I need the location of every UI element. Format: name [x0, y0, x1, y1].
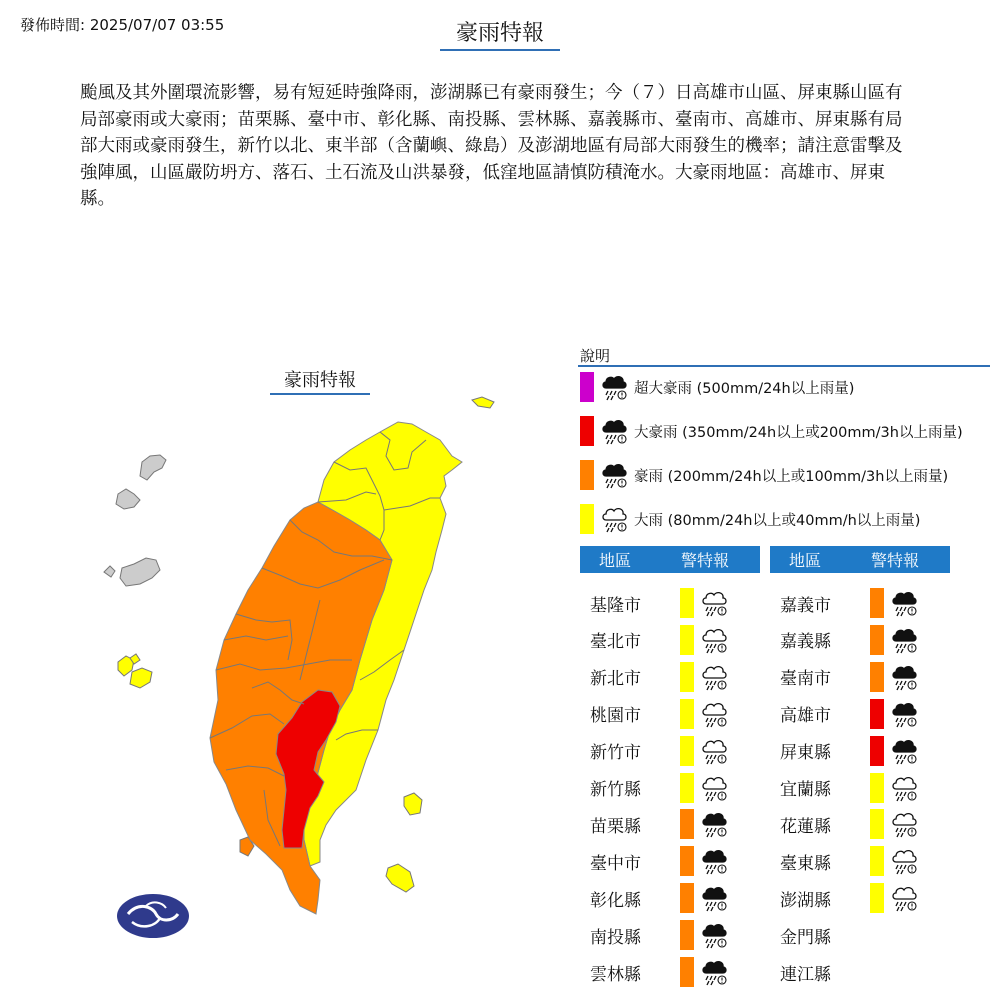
legend-divider [578, 365, 990, 367]
legend-label: 超大豪雨 (500mm/24h以上雨量) [634, 380, 855, 397]
region-name: 嘉義市 [780, 595, 831, 616]
table-row [580, 661, 728, 693]
table-row [770, 735, 918, 767]
rain-cloud-black-icon [890, 662, 918, 692]
island-kinmen-2 [120, 558, 160, 586]
warning-swatch [870, 773, 884, 803]
region-name: 雲林縣 [590, 964, 641, 985]
table-row [580, 735, 728, 767]
region-name: 新北市 [590, 669, 641, 690]
region-name: 臺東縣 [780, 853, 831, 874]
rain-cloud-outline-icon [890, 773, 918, 803]
warning-swatch [870, 662, 884, 692]
table-row [770, 956, 870, 988]
rain-cloud-black-icon [700, 809, 728, 839]
region-name: 桃園市 [590, 706, 641, 727]
region-name: 臺中市 [590, 853, 641, 874]
rain-cloud-black-icon [700, 883, 728, 913]
table-header-right [770, 546, 950, 573]
table-row [770, 882, 918, 914]
warning-swatch [870, 588, 884, 618]
island-penghu-2 [130, 668, 152, 688]
table-row [770, 698, 918, 730]
island-matsu-1 [140, 455, 166, 480]
warning-swatch [680, 625, 694, 655]
region-name: 臺北市 [590, 632, 641, 653]
table-row [580, 845, 728, 877]
rain-cloud-black-icon [600, 372, 628, 402]
header-warning: 警特報 [870, 551, 919, 570]
warning-swatch [680, 920, 694, 950]
legend-swatch [580, 504, 594, 534]
rain-cloud-outline-icon [700, 588, 728, 618]
table-row [580, 808, 728, 840]
rain-cloud-black-icon [600, 416, 628, 446]
legend-item-super-torrential [580, 372, 854, 402]
table-row [770, 772, 918, 804]
table-row [580, 698, 728, 730]
region-name: 新竹市 [590, 743, 641, 764]
region-name: 基隆市 [590, 595, 641, 616]
region-name: 高雄市 [780, 706, 831, 727]
region-name: 屏東縣 [780, 743, 831, 764]
warning-swatch [680, 699, 694, 729]
rain-cloud-outline-icon [890, 809, 918, 839]
warning-swatch [680, 773, 694, 803]
warning-swatch [870, 846, 884, 876]
header-region: 地區 [598, 551, 631, 570]
legend-swatch [580, 416, 594, 446]
island-matsu-2 [116, 489, 140, 509]
warning-swatch [870, 736, 884, 766]
rain-cloud-black-icon [890, 699, 918, 729]
region-name: 連江縣 [780, 964, 831, 985]
issued-time: 發佈時間: 2025/07/07 03:55 [20, 16, 225, 34]
region-name: 新竹縣 [590, 780, 641, 800]
legend-item-extremely-torrential [580, 416, 963, 446]
header-warning: 警特報 [680, 551, 729, 570]
legend-label: 豪雨 (200mm/24h以上或100mm/3h以上雨量) [634, 468, 949, 485]
table-row [770, 919, 870, 951]
island-turtle [472, 397, 494, 408]
table-row [770, 587, 918, 619]
rain-cloud-black-icon [700, 920, 728, 950]
page-title: 豪雨特報 [440, 16, 560, 51]
rain-cloud-black-icon [890, 625, 918, 655]
warning-swatch [680, 809, 694, 839]
warning-swatch [680, 736, 694, 766]
warning-swatch [870, 625, 884, 655]
legend-label: 大雨 (80mm/24h以上或40mm/h以上雨量) [634, 512, 921, 529]
warning-swatch [680, 846, 694, 876]
island-green [404, 793, 422, 815]
region-name: 金門縣 [780, 927, 831, 948]
legend-item-heavy [580, 504, 920, 534]
rain-cloud-black-icon [700, 957, 728, 987]
rain-cloud-outline-icon [890, 846, 918, 876]
table-row [770, 808, 918, 840]
cwa-logo [117, 894, 189, 938]
table-header-left [580, 546, 760, 573]
table-row [770, 845, 918, 877]
rain-cloud-black-icon [890, 588, 918, 618]
legend-swatch [580, 372, 594, 402]
map-title: 豪雨特報 [270, 366, 370, 395]
region-name: 南投縣 [590, 927, 641, 948]
region-name: 苗栗縣 [590, 816, 641, 837]
warning-swatch [870, 809, 884, 839]
rain-cloud-black-icon [890, 736, 918, 766]
island-orchid [386, 864, 414, 892]
legend-title: 說明 [580, 347, 611, 365]
table-row [770, 624, 918, 656]
rain-cloud-outline-icon [700, 662, 728, 692]
table-row [580, 772, 728, 804]
warning-description: 颱風及其外圍環流影響，易有短延時強降雨，澎湖縣已有豪雨發生；今（７）日高雄市山區、屏東縣山區有局部豪雨或大豪雨；苗栗縣、臺中市、彰化縣、南投縣、雲林縣、嘉義縣市、臺南市、高雄市、屏東縣有局部大雨或豪雨發生，新竹以北、東半部（含蘭嶼、綠島）及澎湖地區有局部大雨發生的機率；請注意雷擊及強陣風，山區嚴防坍方、落石、土石流及山洪暴發，低窪地區請慎防積淹水。大豪雨地區：高雄市、屏東縣。 [80, 83, 903, 209]
table-row [580, 882, 728, 914]
region-name: 花蓮縣 [780, 816, 831, 837]
table-row [580, 624, 728, 656]
rain-cloud-outline-icon [700, 736, 728, 766]
rain-cloud-outline-icon [600, 504, 628, 534]
table-row [580, 919, 728, 951]
warning-swatch [680, 957, 694, 987]
warning-swatch [680, 883, 694, 913]
region-name: 臺南市 [780, 669, 831, 690]
warning-swatch [680, 662, 694, 692]
rain-cloud-black-icon [600, 460, 628, 490]
region-name: 澎湖縣 [780, 890, 831, 911]
region-name: 嘉義縣 [780, 632, 831, 653]
rain-cloud-outline-icon [700, 625, 728, 655]
warning-swatch [680, 588, 694, 618]
rain-cloud-black-icon [700, 846, 728, 876]
header-region: 地區 [788, 551, 821, 570]
warning-swatch [870, 699, 884, 729]
table-row [580, 587, 728, 619]
rain-cloud-outline-icon [700, 773, 728, 803]
region-name: 彰化縣 [590, 890, 641, 911]
island-kinmen-1 [104, 566, 115, 577]
rain-cloud-outline-icon [890, 883, 918, 913]
rain-cloud-outline-icon [700, 699, 728, 729]
legend-label: 大豪雨 (350mm/24h以上或200mm/3h以上雨量) [634, 424, 963, 441]
region-name: 宜蘭縣 [780, 780, 831, 800]
legend-item-torrential [580, 460, 948, 490]
warning-swatch [870, 883, 884, 913]
table-row [580, 956, 728, 988]
table-row [770, 661, 918, 693]
legend-swatch [580, 460, 594, 490]
